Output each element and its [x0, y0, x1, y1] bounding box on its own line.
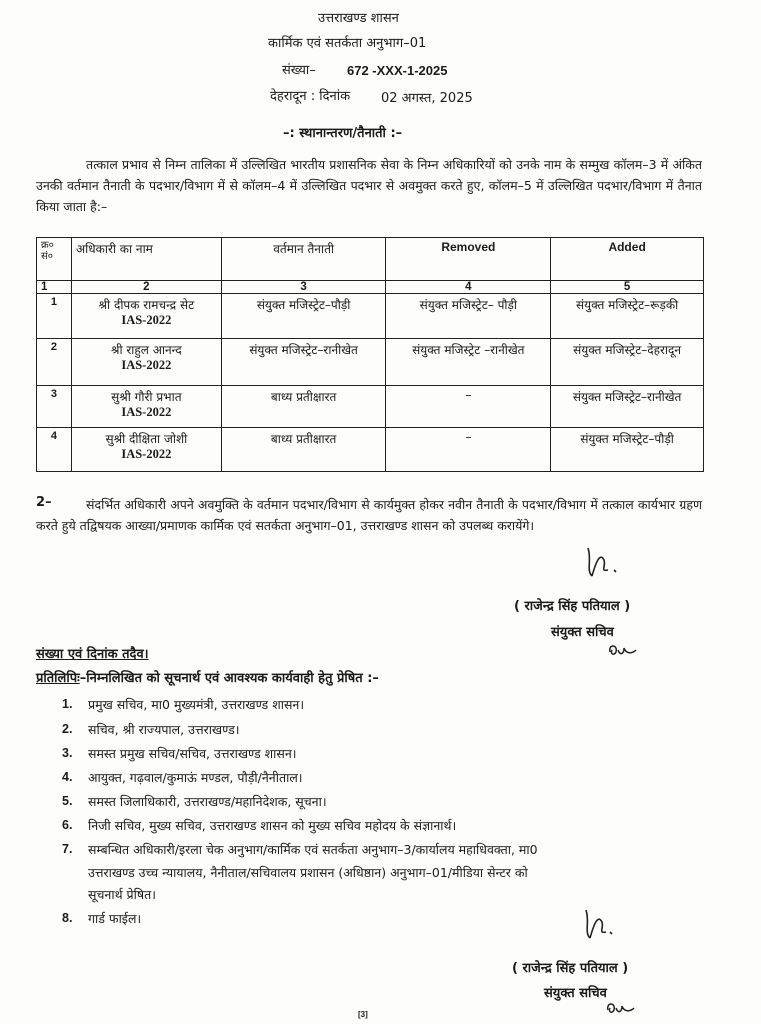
list-item: सचिव, श्री राज्यपाल, उत्तराखण्ड। [88, 722, 240, 737]
para2-text: संदर्भित अधिकारी अपने अवमुक्ति के वर्तमान पदभार/विभाग से कार्यमुक्त होकर नवीन तैनाती के पदभार/विभाग में तत्काल कार्यभार ग्रहण करते हुये तद्विषयक आख्या/प्रमाणक कार्मिक एवं सतर्कता अनुभाग–01, उत्तराखण्ड शासन को उपलब्ध करायेंगे। [36, 497, 702, 533]
row-added: संयुक्त मजिस्ट्रेट–पौड़ी [551, 428, 704, 472]
officer-name: सुश्री दीक्षिता जोशी [105, 432, 188, 446]
officer-cadre: IAS-2022 [121, 447, 172, 461]
row-current-posting: संयुक्त मजिस्ट्रेट–रानीखेत [221, 339, 386, 386]
officer-name: श्री राहुल आनन्द [110, 343, 182, 357]
row-added: संयुक्त मजिस्ट्रेट–रूड़की [551, 294, 704, 339]
signatory-designation: संयुक्त सचिव [544, 986, 607, 1001]
date-label: देहरादून : दिनांक [270, 89, 351, 104]
number-value: 672 -XXX-1-2025 [347, 63, 448, 78]
officer-cadre: IAS-2022 [121, 313, 172, 327]
row-serial: 1 [37, 294, 72, 339]
list-item: निजी सचिव, मुख्य सचिव, उत्तराखण्ड शासन को मुख्य सचिव महोदय के संज्ञानार्थ। [88, 818, 457, 833]
list-item: गार्ड फाईल। [88, 911, 142, 926]
row-removed: – [386, 428, 551, 472]
table-row [37, 428, 704, 472]
list-item-number: 5. [62, 794, 73, 808]
row-removed: संयुक्त मजिस्ट्रेट –रानीखेत [386, 339, 551, 386]
para2-number: 2– [36, 495, 52, 510]
list-item-number: 8. [62, 911, 73, 925]
table-header-row [37, 238, 704, 281]
row-serial: 3 [37, 386, 72, 428]
row-removed: संयुक्त मजिस्ट्रेट– पौड़ी [386, 294, 551, 339]
list-item-number: 4. [62, 770, 73, 784]
row-current-posting: बाध्य प्रतीक्षारत [221, 386, 386, 428]
colnum-5: 5 [551, 281, 704, 294]
list-item-number: 1. [62, 697, 73, 711]
subject-line: –: स्थानान्तरण/तैनाती :– [283, 126, 403, 141]
officer-cadre: IAS-2022 [121, 358, 172, 372]
row-officer [71, 386, 221, 428]
table-row [37, 386, 704, 428]
row-current-posting: संयुक्त मजिस्ट्रेट–पौड़ी [221, 294, 386, 339]
colnum-4: 4 [386, 281, 551, 294]
row-serial: 2 [37, 339, 72, 386]
government-name: उत्तराखण्ड शासन [318, 11, 399, 26]
table-row [37, 294, 704, 339]
page-number: [3] [358, 1010, 368, 1019]
header-current-posting: वर्तमान तैनाती [221, 238, 386, 281]
initials-mark [606, 640, 642, 660]
officer-name: सुश्री गौरी प्रभात [111, 390, 182, 404]
list-item: सम्बन्धित अधिकारी/इरला चेक अनुभाग/कार्मिक एवं सतर्कता अनुभाग–3/कार्यालय महाधिवक्ता, मा0 [88, 842, 538, 857]
transfer-table [36, 237, 704, 472]
colnum-3: 3 [221, 281, 386, 294]
row-officer [71, 294, 221, 339]
row-current-posting: बाध्य प्रतीक्षारत [221, 428, 386, 472]
list-item: समस्त जिलाधिकारी, उत्तराखण्ड/महानिदेशक, सूचना। [88, 794, 327, 809]
copy-header: संख्या एवं दिनांक तदैव। [36, 647, 149, 662]
signature-mark [578, 540, 628, 585]
row-serial: 4 [37, 428, 72, 472]
colnum-1: 1 [37, 281, 72, 294]
list-item-number: 6. [62, 818, 73, 832]
row-officer [71, 428, 221, 472]
section-name: कार्मिक एवं सतर्कता अनुभाग–01 [268, 36, 427, 51]
signatory-name: ( राजेन्द्र सिंह पतियाल ) [512, 961, 629, 976]
row-added: संयुक्त मजिस्ट्रेट–देहरादून [551, 339, 704, 386]
list-item: समस्त प्रमुख सचिव/सचिव, उत्तराखण्ड शासन। [88, 746, 297, 761]
table-colnum-row [37, 281, 704, 294]
initials-mark [604, 998, 640, 1018]
officer-cadre: IAS-2022 [121, 405, 172, 419]
row-officer [71, 339, 221, 386]
list-item-number: 3. [62, 746, 73, 760]
date-value: 02 अगस्त, 2025 [381, 91, 473, 106]
colnum-2: 2 [71, 281, 221, 294]
list-item: आयुक्त, गढ़वाल/कुमाऊं मण्डल, पौड़ी/नैनीताल। [88, 770, 303, 785]
table-row [37, 339, 704, 386]
number-label: संख्या– [282, 63, 316, 78]
signature-mark [576, 902, 626, 947]
copy-to-line [36, 668, 379, 686]
copy-to-text: –निम्नलिखित को सूचनार्थ एवं आवश्यक कार्यवाही हेतु प्रेषित :– [79, 671, 379, 686]
header-removed: Removed [386, 238, 551, 281]
signatory-name: ( राजेन्द्र सिंह पतियाल ) [514, 599, 631, 614]
list-item-continued: उत्तराखण्ड उच्च न्यायालय, नैनीताल/सचिवालय प्रशासन (अधिष्ठान) अनुभाग–01/मीडिया सेन्टर को [88, 865, 528, 880]
list-item-number: 7. [62, 842, 73, 856]
intro-paragraph: तत्काल प्रभाव से निम्न तालिका में उल्लिखित भारतीय प्रशासनिक सेवा के निम्न अधिकारियों को उनके नाम के सम्मुख कॉलम–3 में अंकित उनकी वर्तमान तैनाती के पदभार/विभाग में से कॉलम–4 में उल्लिखित पदभार से अवमुक्त करते हुए, कॉलम–5 में उल्लिखित पदभार/विभाग में तैनात किया जाता है:– [36, 157, 702, 214]
header-officer-name: अधिकारी का नाम [71, 238, 221, 281]
header-added: Added [551, 238, 704, 281]
list-item-continued: सूचनार्थ प्रेषित। [88, 887, 156, 902]
header-serial: क्र० सं० [37, 238, 72, 281]
signatory-designation: संयुक्त सचिव [551, 625, 614, 640]
copy-to-label: प्रतिलिपिः [36, 671, 80, 686]
row-removed: – [386, 386, 551, 428]
list-item: प्रमुख सचिव, मा0 मुख्यमंत्री, उत्तराखण्ड शासन। [88, 697, 305, 712]
list-item-number: 2. [62, 722, 73, 736]
row-added: संयुक्त मजिस्ट्रेट–रानीखेत [551, 386, 704, 428]
officer-name: श्री दीपक रामचन्द्र सेट [98, 298, 195, 312]
